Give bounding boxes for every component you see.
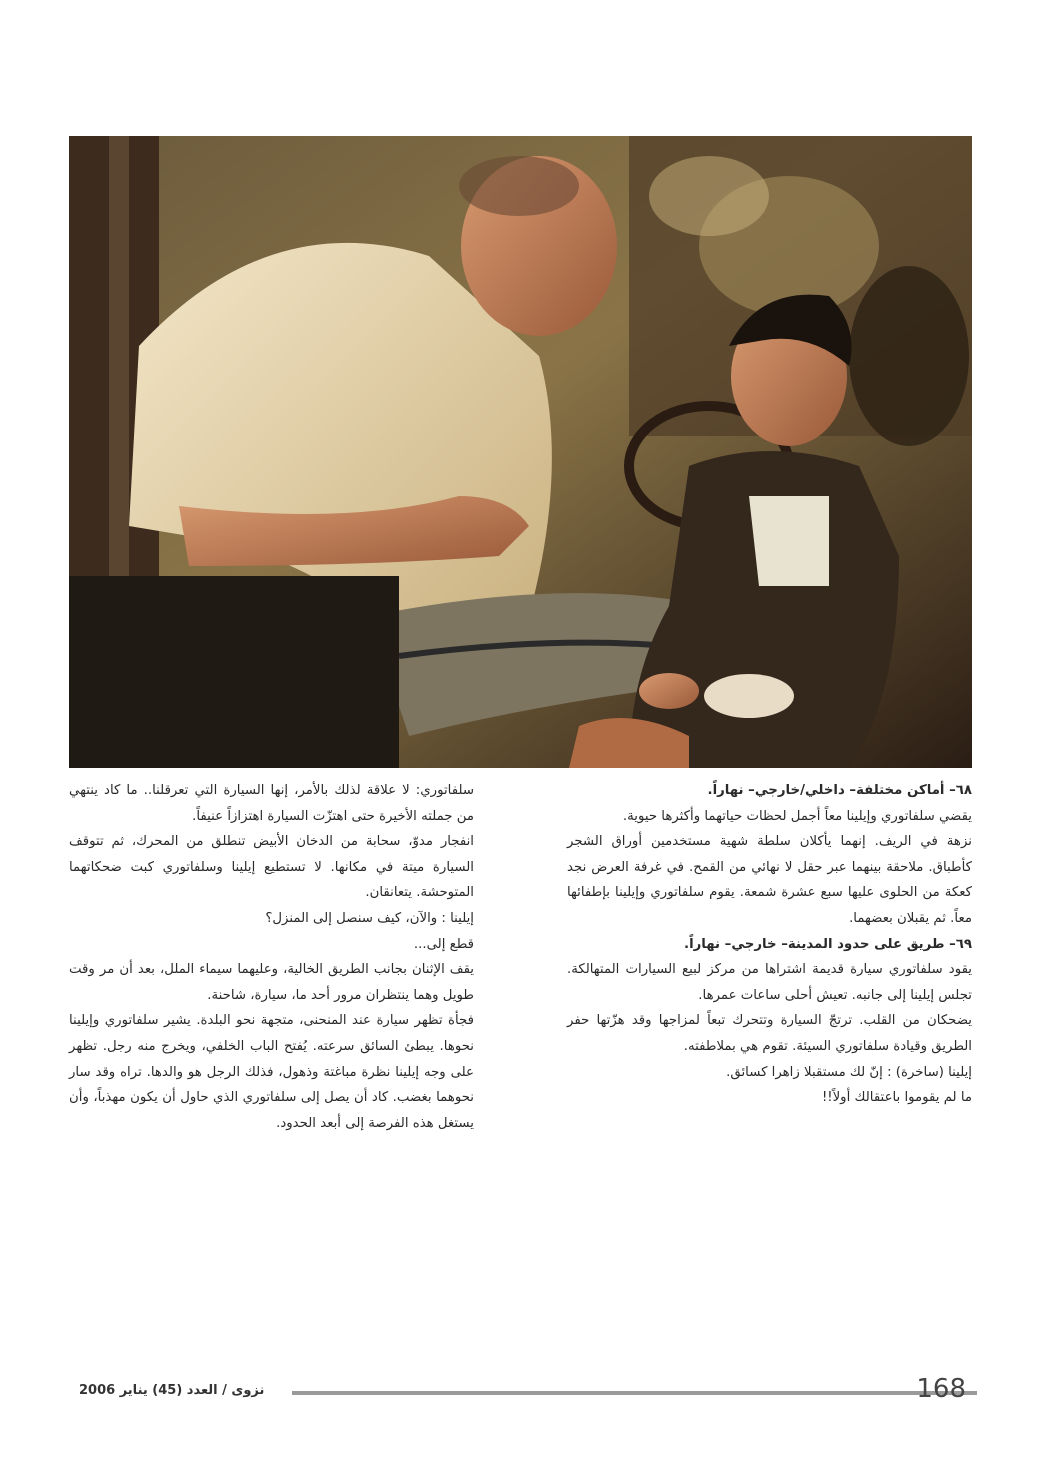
dialogue-line: إيلينا : والآن، كيف سنصل إلى المنزل؟ [265,910,474,926]
scene-heading-69: ٦٩– طريق على حدود المدينة– خارجي– نهاراً. [684,936,972,952]
paragraph: يقف الإثنان بجانب الطريق الخالية، وعليهما سيماء الملل، بعد أن مر وقت طويل وهما ينتظران مرور أحد ما، سيارة، شاحنة. [69,962,474,1003]
paragraph: انفجار مدوّ، سحابة من الدخان الأبيض تنطلق من المحرك، ثم تتوقف السيارة ميتة في مكانها. لا تستطيع إيلينا وسلفاتوري كبت ضحكاتهما المتوحشة. يتعانقان. [69,834,474,901]
article-column-right [567,778,972,1111]
page-number: 168 [916,1374,966,1404]
paragraph: يضحكان من القلب. ترتجّ السيارة وتتحرك تبعاً لمزاجها وقد هزّتها حفر الطريق وقيادة سلفاتوري السيئة. تقوم هي بملاطفته. [567,1013,972,1054]
scene-heading-68: ٦٨– أماكن مختلفة– داخلي/خارجي– نهاراً. [707,783,972,798]
dialogue-line: سلفاتوري: لا علاقة لذلك بالأمر، إنها السيارة التي تعرقلنا.. ما كاد ينتهي من جملته الأخيرة حتى اهتزّت السيارة اهتزازاً عنيفاً. [69,783,474,824]
photo-illustration [69,136,972,768]
dialogue-line: ما لم يقوموا باعتقالك أولاً!! [821,1090,972,1106]
paragraph: يقضي سلفاتوري وإيلينا معاً أجمل لحظات حياتهما وأكثرها حيوية. [622,808,972,824]
scene-transition: قطع إلى... [413,936,474,952]
paragraph: نزهة في الريف. إنهما يأكلان سلطة شهية مستخدمين أوراق الشجر كأطباق. ملاحقة بينهما عبر حقل لا نهائي من القمح. في غرفة العرض نجد كعكة من الحلوى عليها سبع عشرة شمعة. يقوم سلفاتوري وإيلينا بإطفائها معاً. ثم يقبلان بعضهما. [567,834,972,926]
paragraph: فجأة تظهر سيارة عند المنحنى، متجهة نحو البلدة. يشير سلفاتوري وإيلينا نحوها. يبطئ السائق سرعته. يُفتح الباب الخلفي، ويخرج منه رجل. تظهر على وجه إيلينا نظرة مباغتة وذهول، فذلك الرجل هو والدها. تراه وقد سار نحوهما بغضب. كاد أن يصل إلى سلفاتوري الذي حاول أن يكون مهذباً، وأن يستغل هذه الفرصة إلى أبعد الحدود. [69,1013,474,1131]
paragraph: يقود سلفاتوري سيارة قديمة اشتراها من مركز لبيع السيارات المتهالكة. تجلس إيلينا إلى جانبه. تعيش أحلى ساعات عمرها. [567,962,972,1003]
page-footer [69,1374,972,1410]
dialogue-line: إيلينا (ساخرة) : إنّ لك مستقبلا زاهرا كسائق. [726,1064,972,1080]
footer-divider [292,1391,977,1395]
issue-label: نزوى / العدد (45) يناير 2006 [79,1383,265,1398]
article-column-left [69,778,474,1136]
article-photo [69,136,972,768]
